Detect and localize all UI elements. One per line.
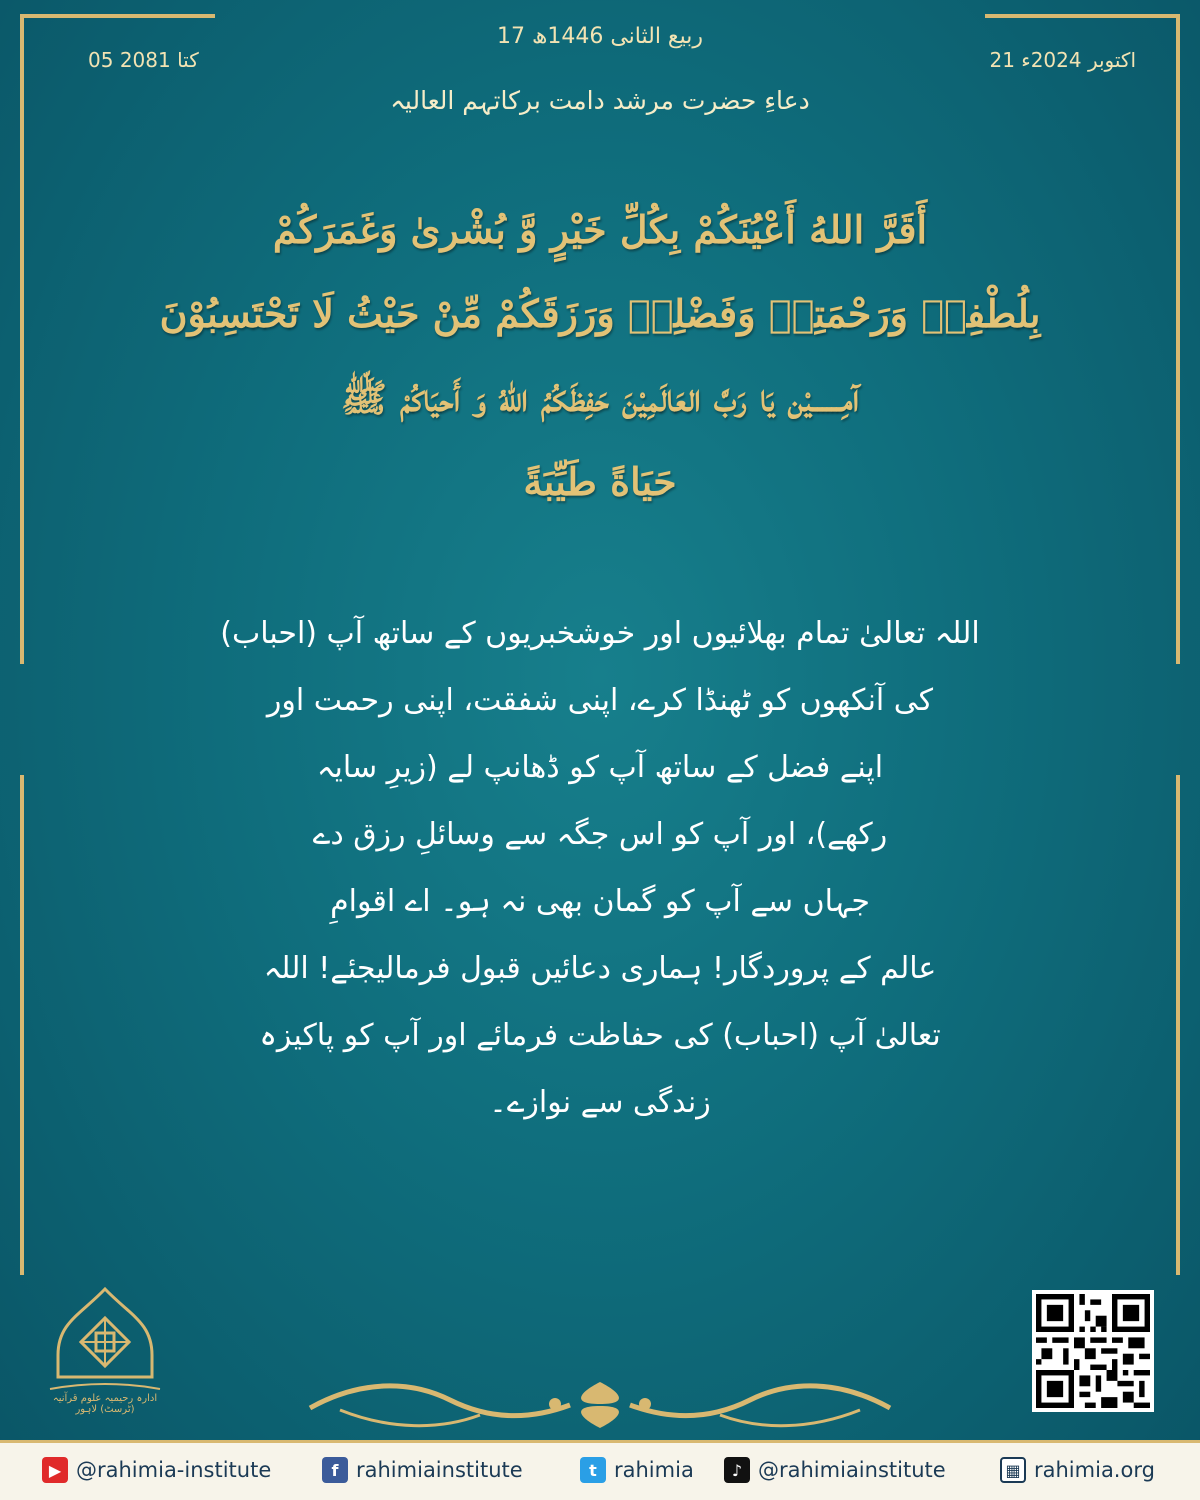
website-link[interactable] [1000, 1457, 1155, 1483]
arabic-line: بِلُطْفِهٖ وَرَحْمَتِهٖ وَفَضْلِهٖ وَرَزَقَكُمْ مِّنْ حَيْثُ لَا تَحْتَسِبُوْنَ [159, 291, 1041, 336]
facebook-handle: rahimiainstitute [356, 1458, 523, 1482]
urdu-line: تعالیٰ آپ (احباب) کی حفاظت فرمائے اور آپ کو پاکیزہ [259, 1018, 941, 1053]
frame-left-lower-line [20, 775, 24, 1275]
youtube-handle: @rahimia-institute [76, 1458, 272, 1482]
twitter-handle: rahimia [614, 1458, 694, 1482]
frame-right-lower-line [1176, 775, 1180, 1275]
facebook-icon: f [322, 1457, 348, 1483]
arabic-dua [70, 188, 1130, 524]
urdu-line: اپنے فضل کے ساتھ آپ کو ڈھانپ لے (زیرِ سایہ [316, 750, 884, 785]
urdu-translation [210, 600, 990, 1136]
tiktok-icon: ♪ [724, 1457, 750, 1483]
decorative-ornament [300, 1370, 900, 1440]
arabic-line: آمِــــــيْن يَا رَبَّ العَالَمِيْنَ حَفِظَكُمُ اللهُ وَ أَحيَاكُمْ ﷺ [340, 375, 860, 420]
qr-code-icon [1036, 1294, 1150, 1408]
facebook-link[interactable] [322, 1457, 523, 1483]
frame-top-left-line [20, 14, 215, 18]
youtube-icon: ▶ [42, 1457, 68, 1483]
urdu-line: رکھے)، اور آپ کو اس جگہ سے وسائلِ رزق دے [312, 817, 888, 852]
twitter-icon: t [580, 1457, 606, 1483]
youtube-link[interactable] [42, 1457, 271, 1483]
desi-date: 05 کتا 2081 [88, 48, 199, 72]
urdu-line: زندگی سے نوازے۔ [489, 1085, 711, 1120]
tiktok-link[interactable] [724, 1457, 946, 1483]
qr-code-icon: ▦ [1000, 1457, 1026, 1483]
hijri-date: 17 ربیع الثانی 1446ھ [496, 24, 704, 49]
website-handle: rahimia.org [1034, 1458, 1155, 1482]
urdu-line: جہاں سے آپ کو گمان بھی نہ ہو۔ اے اقوامِ [330, 884, 870, 919]
logo-caption: ادارہ رحیمیہ علوم قرآنیہ (ٹرسٹ) لاہور [52, 1393, 158, 1415]
urdu-line: اللہ تعالیٰ تمام بھلائیوں اور خوشخبریوں کے ساتھ آپ (احباب) [220, 616, 980, 651]
twitter-link[interactable] [580, 1457, 694, 1483]
social-footer [0, 1440, 1200, 1500]
arabic-line: أَقَرَّ اللهُ أَعْيُنَكُمْ بِكُلِّ خَيْرٍ وَّ بُشْرىٰ وَغَمَرَكُمْ [272, 207, 928, 252]
frame-top-right-line [985, 14, 1180, 18]
gregorian-date: 21 اکتوبر 2024ء [989, 48, 1136, 72]
qr-code[interactable] [1032, 1290, 1154, 1412]
tiktok-handle: @rahimiainstitute [758, 1458, 946, 1482]
page-subtitle: دعاءِ حضرت مرشد دامت برکاتہم العالیہ [390, 86, 810, 115]
urdu-line: کی آنکھوں کو ٹھنڈا کرے، اپنی شفقت، اپنی رحمت اور [266, 683, 934, 718]
arabic-line: حَيَاةً طَيِّبَةً [523, 459, 677, 504]
urdu-line: عالم کے پروردگار! ہماری دعائیں قبول فرمالیجئے! اللہ [263, 951, 937, 986]
